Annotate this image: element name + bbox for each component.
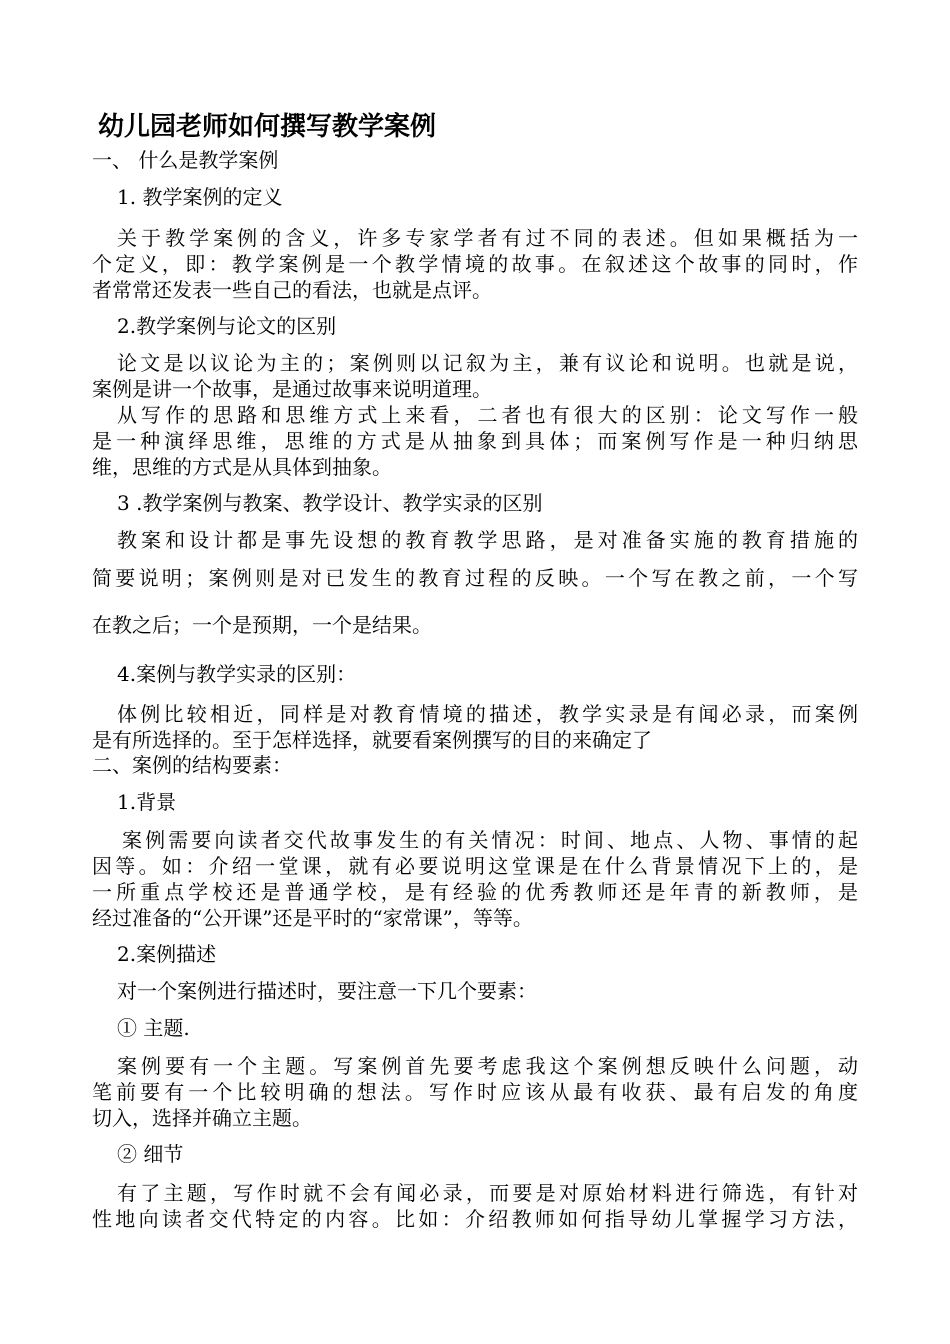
paragraph-line: 维，思维的方式是从具体到抽象。 [92, 455, 392, 479]
subheading-record-difference: 4.案例与教学实录的区别： [117, 662, 357, 686]
paragraph-line: 对一个案例进行描述时，要注意一下几个要素： [117, 979, 537, 1003]
paragraph-line: 从写作的思路和思维方式上来看，二者也有很大的区别：论文写作一般 [117, 403, 858, 427]
paragraph-line: 个定义，即：教学案例是一个教学情境的故事。在叙述这个故事的同时，作 [92, 252, 858, 276]
paragraph-line: 经过准备的“公开课”还是平时的“家常课”，等等。 [92, 906, 533, 930]
paragraph-line: 性地向读者交代特定的内容。比如：介绍教师如何指导幼儿掌握学习方法， [92, 1207, 858, 1231]
subheading-definition: 1. 教学案例的定义 [117, 185, 283, 209]
paragraph-line: 在教之后；一个是预期，一个是结果。 [92, 613, 432, 637]
paragraph-line: 案例要有一个主题。写案例首先要考虑我这个案例想反映什么问题，动 [117, 1054, 858, 1078]
paragraph-line: 案例是讲一个故事，是通过故事来说明道理。 [92, 377, 492, 401]
paragraph-line: 一所重点学校还是普通学校，是有经验的优秀教师还是年青的新教师，是 [92, 880, 858, 904]
paragraph-line: 因等。如：介绍一堂课，就有必要说明这堂课是在什么背景情况下上的，是 [92, 854, 858, 878]
subheading-paper-difference: 2.教学案例与论文的区别 [117, 314, 337, 338]
paragraph-line: 是有所选择的。至于怎样选择，就要看案例撰写的目的来确定了 [92, 728, 652, 752]
paragraph-line: 教案和设计都是事先设想的教育教学思路，是对准备实施的教育措施的 [117, 528, 858, 552]
section-2-heading: 二、案例的结构要素： [92, 753, 292, 777]
list-item-theme: ① 主题. [117, 1016, 190, 1040]
paragraph-line: 关于教学案例的含义，许多专家学者有过不同的表述。但如果概括为一 [117, 226, 858, 250]
section-1-heading: 一、 什么是教学案例 [92, 148, 279, 172]
paragraph-line: 笔前要有一个比较明确的想法。写作时应该从最有收获、最有启发的角度 [92, 1080, 858, 1104]
paragraph-line: 简要说明；案例则是对已发生的教育过程的反映。一个写在教之前，一个写 [92, 566, 858, 590]
document-title: 幼儿园老师如何撰写教学案例 [98, 112, 437, 142]
paragraph-line: 论文是以议论为主的；案例则以记叙为主，兼有议论和说明。也就是说， [117, 351, 858, 375]
paragraph-line: 切入，选择并确立主题。 [92, 1106, 312, 1130]
paragraph-line: 体例比较相近，同样是对教育情境的描述，教学实录是有闻必录，而案例 [117, 702, 858, 726]
subheading-case-description: 2.案例描述 [117, 942, 217, 966]
list-item-detail: ② 细节 [117, 1142, 184, 1166]
paragraph-line: 是一种演绎思维，思维的方式是从抽象到具体；而案例写作是一种归纳思 [92, 429, 858, 453]
paragraph-line: 者常常还发表一些自己的看法，也就是点评。 [92, 278, 492, 302]
paragraph-line: 有了主题，写作时就不会有闻必录，而要是对原始材料进行筛选，有针对 [117, 1181, 858, 1205]
subheading-background: 1.背景 [117, 790, 177, 814]
paragraph-line: 案例需要向读者交代故事发生的有关情况：时间、地点、人物、事情的起 [122, 828, 858, 852]
subheading-lesson-plan-difference: 3 .教学案例与教案、教学设计、教学实录的区别 [117, 491, 543, 515]
